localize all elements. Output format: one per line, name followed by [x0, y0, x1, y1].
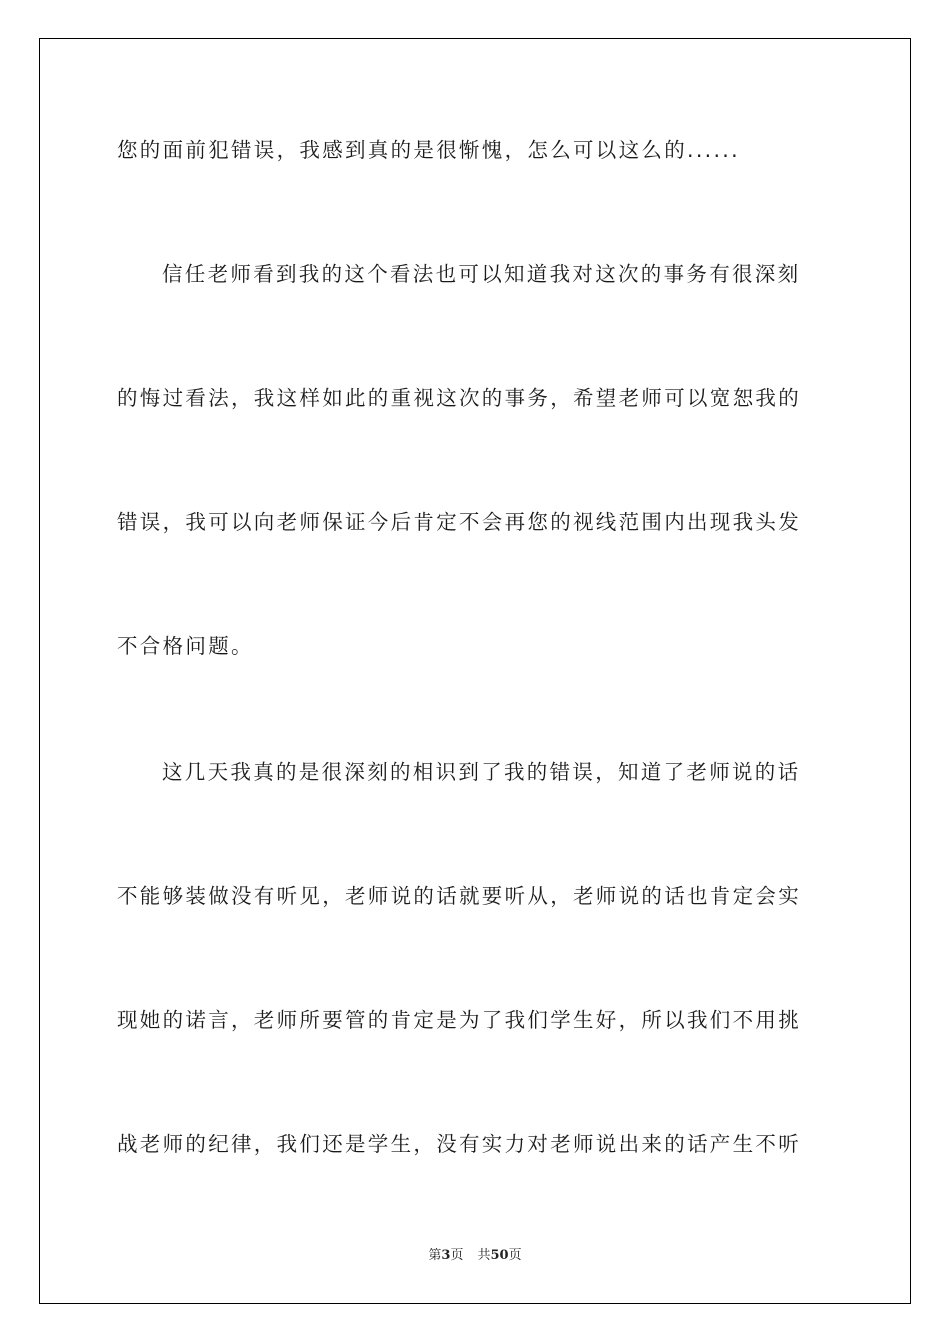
- paragraph-start-line: 这几天我真的是很深刻的相识到了我的错误，知道了老师说的话: [162, 760, 801, 784]
- total-suffix: 页: [508, 1248, 522, 1263]
- page-prefix: 第: [428, 1248, 442, 1263]
- text-line: 不能够装做没有听见，老师说的话就要听从，老师说的话也肯定会实: [117, 884, 801, 908]
- text-line: 不合格问题。: [117, 634, 254, 658]
- page-footer: [0, 1248, 950, 1264]
- total-prefix: 共: [477, 1248, 491, 1263]
- text-line: 现她的诺言，老师所要管的肯定是为了我们学生好，所以我们不用挑: [117, 1008, 801, 1032]
- paragraph-start-line: 信任老师看到我的这个看法也可以知道我对这次的事务有很深刻: [162, 262, 801, 286]
- total-pages: 50: [490, 1248, 509, 1263]
- text-line: 的悔过看法，我这样如此的重视这次的事务，希望老师可以宽恕我的: [117, 386, 801, 410]
- page-suffix: 页: [450, 1248, 464, 1263]
- page-number: 3: [441, 1248, 451, 1263]
- text-line: 错误，我可以向老师保证今后肯定不会再您的视线范围内出现我头发: [117, 510, 801, 534]
- text-line: 战老师的纪律，我们还是学生，没有实力对老师说出来的话产生不听: [117, 1132, 801, 1156]
- text-line: 您的面前犯错误，我感到真的是很惭愧，怎么可以这么的......: [117, 138, 740, 162]
- page-border: [39, 38, 911, 1304]
